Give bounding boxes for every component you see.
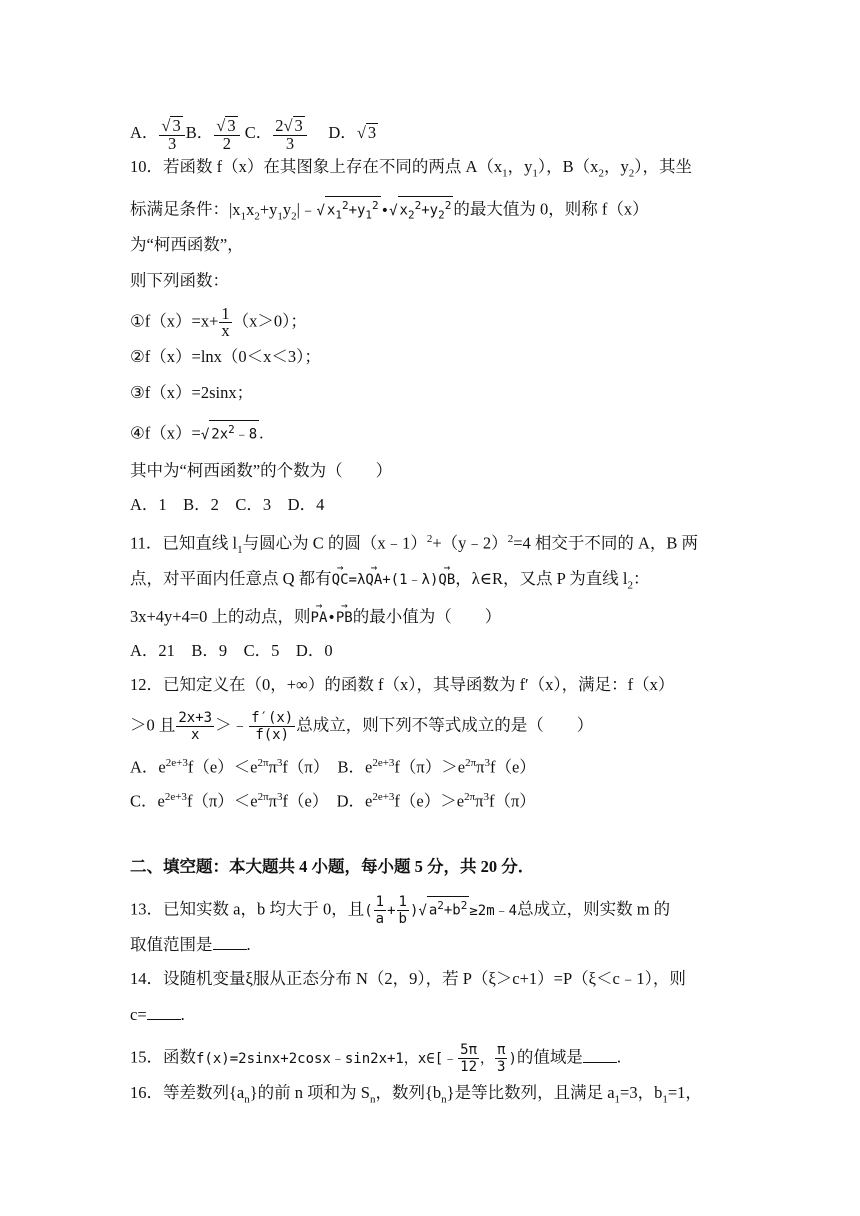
option-c-value: $\frac{2√ 3}{3}$ [273, 116, 307, 152]
q15-line: 15．函数f(x)=2sinx+2cosx﹣sin2x+1，x∈[﹣ $\frac{5\pi}{12}$ ， $\frac{\pi}{3}$ )的值域是 . [130, 1042, 622, 1075]
option-b-value: $\frac{√ 3}{2}$ [214, 116, 239, 152]
sqrt-2x2-minus-8: √ $2x^2﹣8$ [201, 427, 259, 443]
frac-fprime-over-f: $\frac{f'(x)}{f(x)}$ [251, 710, 294, 743]
q10-f4: ④f（x）=√ $2x^2﹣8$ . [130, 420, 263, 446]
frac-2x-plus-3: $\frac{2x+3}{x}$ [178, 710, 213, 743]
q15-function: f(x)=2sinx+2cosx﹣sin2x+1，x∈[﹣ $\frac{5\pi}{12}$ ， $\frac{\pi}{3}$ ) [196, 1042, 517, 1075]
q10-f2: ②f（x）=lnx（0＜x＜3）； [130, 347, 321, 366]
q14-line2: c= . [130, 1005, 185, 1024]
option-a-value: $\frac{√ 3}{3}$ [159, 116, 184, 152]
q10-question: 其中为“柯西函数”的个数为（ ） [130, 461, 393, 480]
q13-inequality: ( $\frac{1}{a}$ + $\frac{1}{b}$ )√ $a^2+b^2$ ≥2m﹣4 [364, 894, 518, 927]
q14-line1: 14．设随机变量ξ服从正态分布 N（2，9），若 P（ξ＞c+1）=P（ξ＜c﹣1），则 [130, 969, 686, 988]
pa-dot-pb: → PA•→ PB [311, 610, 353, 626]
q13-line1: 13．已知实数 a，b 均大于 0，且( $\frac{1}{a}$ + $\frac{1}{b}$ )√ $a^2+b^2$ ≥2m﹣4总成立，则实数 m 的 [130, 894, 671, 927]
q12-line1: 12．已知定义在（0，+∞）的函数 f（x），其导函数为 f′（x），满足：f（x） [130, 675, 675, 694]
q11-options: A．21 B．9 C．5 D．0 [130, 641, 333, 660]
answer-blank[interactable] [147, 1005, 181, 1020]
q16-line1: 16．等差数列$\{a_n\}$的前 n 项和为 $S_n$，数列$\{b_n\}$是等比数列，且满足 $a_1=3$，$b_1=1$， [130, 1083, 702, 1106]
vector-equation: → QC=λ→ QA+(1﹣λ)→ QB [332, 572, 456, 588]
section-2-heading: 二、填空题：本大题共 4 小题，每小题 5 分，共 20 分． [130, 857, 535, 876]
one-over-x: $\frac{1}{x}$ [221, 304, 230, 340]
q10-f1: ①f（x）=x+ $\frac{1}{x}$ （x＞0）； [130, 304, 307, 340]
q11-line1: 11．已知直线 $l_1$与圆心为 C 的圆（x﹣1）$^2$+（y﹣2）$^2$=4 相交于不同的 A，B 两 [130, 533, 699, 556]
q10-line2: 标满足条件：$|x_1x_2+y_1y_2|﹣√$ $x_1^2+y_1^2$ •√ $x_2^2+y_2^2$ 的最大值为 0，则称 f（x） [130, 196, 649, 227]
q10-line4: 则下列函数： [130, 271, 229, 290]
q10-f3: ③f（x）=2sinx； [130, 383, 254, 402]
q11-line2: 点，对平面内任意点 Q 都有→ QC=λ→ QA+(1﹣λ)→ QB，λ∈R，又点 P 为直线 $l_2$： [130, 568, 650, 596]
q12-line2: ＞0 且 $\frac{2x+3}{x}$ ＞﹣ $\frac{f'(x)}{f(x)}$ 总成立，则下列不等式成立的是（ ） [130, 710, 594, 743]
q12-options-cd: C．$e^{2e+3}f(\pi)<e^{2\pi}\pi^3f(e)$ D．$e^{2e+3}f(e)>e^{2\pi}\pi^3f(\pi)$ [130, 791, 536, 811]
q11-line3: 3x+4y+4=0 上的动点，则→ PA•→ PB的最小值为（ ） [130, 606, 501, 629]
q10-options: A．1 B．2 C．3 D．4 [130, 495, 325, 514]
q9-options: A． $\frac{√ 3}{3}$ B． $\frac{√ 3}{2}$ C． $\frac{2√ 3}{3}$ D．√ 3 [130, 116, 377, 153]
answer-blank[interactable] [213, 935, 247, 950]
cauchy-condition-formula: $|x_1x_2+y_1y_2|﹣√$ $x_1^2+y_1^2$ •√ $x_2^2+y_2^2$ [229, 200, 453, 219]
q10-line3: 为“柯西函数”， [130, 235, 244, 254]
q12-options-ab: A．$e^{2e+3}f(e)<e^{2\pi}\pi^3f(\pi)$ B．$e^{2e+3}f(\pi)>e^{2\pi}\pi^3f(e)$ [130, 757, 536, 777]
answer-blank[interactable] [583, 1048, 617, 1063]
q10-line1: 10．若函数 f（x）在其图象上存在不同的两点 $A(x_1$，$y_1$），$B(x_2$，$y_2$），其坐 [130, 157, 692, 180]
option-d-value: 3 [367, 122, 377, 142]
q13-line2: 取值范围是 . [130, 935, 251, 954]
